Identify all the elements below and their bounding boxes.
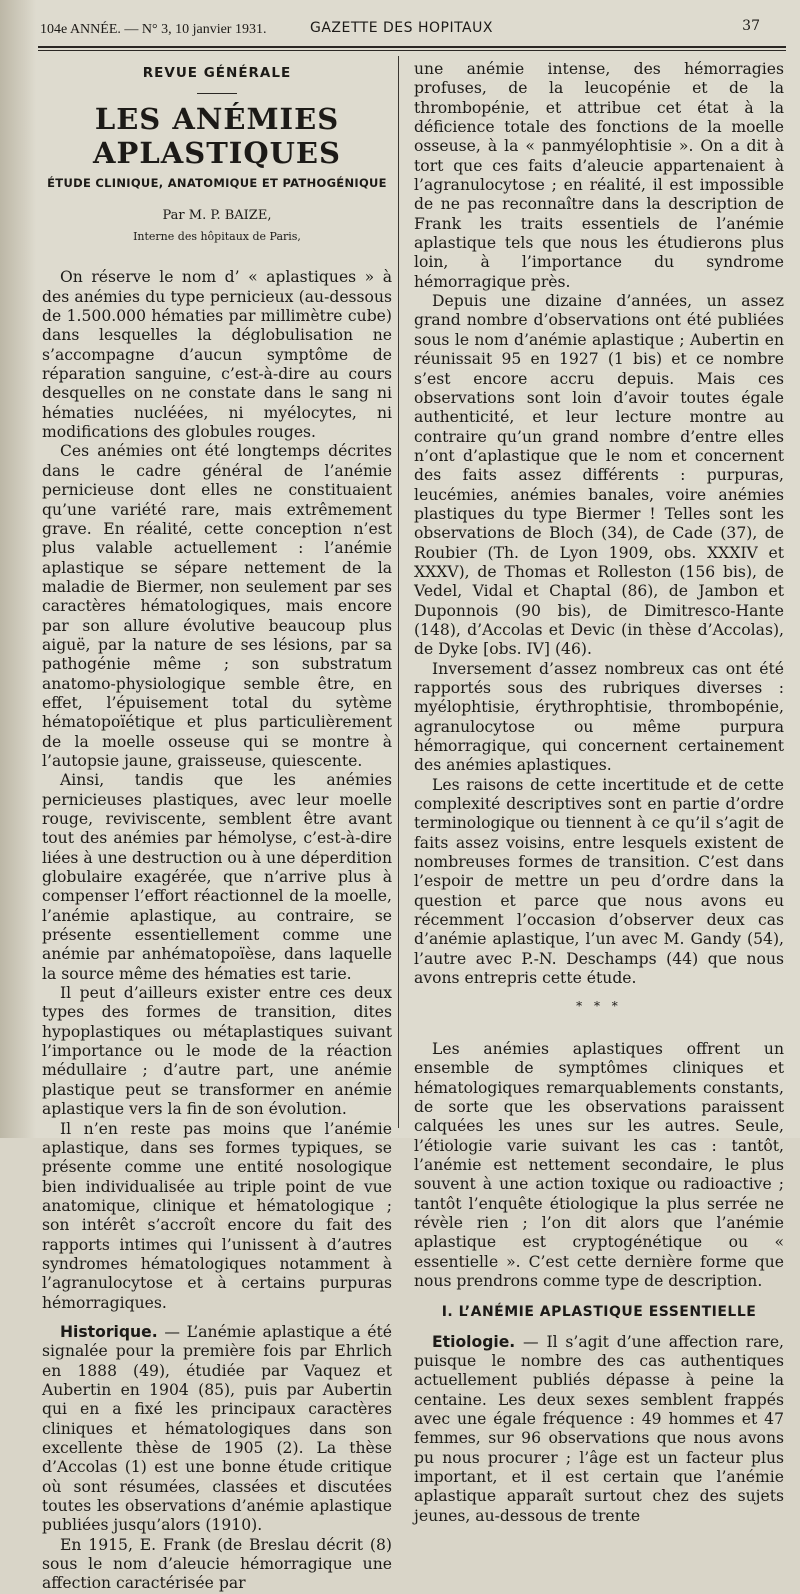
paragraph-historique (42, 1323, 392, 1536)
paragraph: Ces anémies ont été longtemps décrites dans le cadre général de l’anémie pernicieuse dont elles ne constituaient qu’une variété rare, mais extrêmement grave. En réalité, cette conception n’est plus valable actuellement : l’anémie aplastique se sépare nettement de la maladie de Biermer, non seulement par ses caractères hématologiques, mais encore par son allure évolutive beaucoup plus aiguë, par la nature de ses lésions, par sa pathogénie même ; son substratum anatomo-physiologique semble être, en effet, l’épuisement total du sytème hématopoïétique et plus particulièrement de la moelle osseuse qui se montre à l’autopsie jaune, graisseuse, quiescente. (42, 442, 392, 770)
section-ornament: * * * (576, 998, 622, 1013)
article-title: LES ANÉMIES APLASTIQUES (93, 102, 341, 171)
column-divider (398, 56, 399, 1128)
paragraph: Il peut d’ailleurs exister entre ces deux types des formes de transition, dites hypoplastiques ou métaplastiques suivant l’importance ou le mode de la réaction médullaire ; d’autre part, une anémie plastique peut se transformer en anémie aplastique vers la fin de son évolution. (42, 984, 392, 1119)
author-affiliation: Interne des hôpitaux de Paris, (133, 230, 301, 244)
title-rule (197, 93, 237, 94)
header-rule (38, 46, 786, 48)
right-column (414, 60, 784, 1526)
paragraph: Les raisons de cette incertitude et de cette complexité descriptives sont en partie d’ordre terminologique ou tiennent à ce qu’il s’agit de faits assez voisins, entre lesquels existent de nombreuses formes de transition. C’est dans l’espoir de mettre un peu d’ordre dans la question et parce que nous avons eu récemment l’occasion d’observer deux cas d’anémie aplastique, l’un avec M. Gandy (54), l’autre avec P.-N. Deschamps (44) que nous avons entrepris cette étude. (414, 775, 784, 988)
page-number: 37 (742, 18, 760, 34)
paragraph-text: — L’anémie aplastique a été signalée pour la première fois par Ehrlich en 1888 (49), étudiée par Vaquez et Aubertin en 1904 (85), puis par Aubertin qui en a fixé les principaux caractères cliniques et hématologiques dans son excellente thèse de 1905 (2). La thèse d’Accolas (1) est une bonne étude critique où sont résumées, classées et discutées toutes les observations d’anémie aplastique publiées jusqu’alors (1910). (42, 1322, 392, 1535)
paragraph: une anémie intense, des hémorragies profuses, de la leucopénie et de la thrombopénie, et attribue cet état à la déficience totale des fonctions de la moelle osseuse, à la « panmyélophtisie ». On a dit à tort que ces faits d’aleucie appartenaient à l’agranulocytose ; en réalité, il est impossible de ne pas reconnaître dans la description de Frank les traits essentiels de l’anémie aplastique tels que nous les étudierons plus loin, à l’importance du syndrome hémorragique près. (414, 60, 784, 291)
paragraph: Inversement d’assez nombreux cas ont été rapportés sous des rubriques diverses : myélophtisie, érythrophtisie, thrombopénie, agranulocytose ou même purpura hémorragique, qui concernent certainement des anémies aplastiques. (414, 659, 784, 775)
historique-heading: Historique. (60, 1322, 158, 1341)
paragraph: On réserve le nom d’ « aplastiques » à des anémies du type pernicieux (au-dessous de 1.500.000 hématies par millimètre cube) dans lesquelles la déglobulisation ne s’accompagne d’aucun symptôme de réparation sanguine, c’est-à-dire au cours desquelles on ne constate dans le sang ni hématies nucléées, ni myélocytes, ni modifications des globules rouges. (42, 268, 392, 442)
spacer (42, 1313, 392, 1323)
author-byline: Par M. P. BAIZE, (162, 207, 272, 223)
paragraph: Les anémies aplastiques offrent un ensemble de symptômes cliniques et hématologiques remarquablements constants, de sorte que les observations paraissent calquées les unes sur les autres. Seule, l’étiologie varie suivant les cas : tantôt, l’anémie est nettement secondaire, le plus souvent à une action toxique ou radioactive ; tantôt l’enquête étiologique la plus serrée ne révèle rien ; l’on dit alors que l’anémie aplastique est cryptogénétique ou « essentielle ». C’est cette dernière forme que nous prendrons comme type de description. (414, 1039, 784, 1290)
paragraph: Depuis une dizaine d’années, un assez grand nombre d’observations ont été publiées sous le nom d’anémie aplastique ; Aubertin en réunissait 95 en 1927 (1 bis) et ce nombre s’est encore accru depuis. Mais ces observations sont loin d’avoir toutes égale authenticité, et leur lecture montre au contraire qu’un grand nombre d’entre elles n’ont d’aplastique que le nom et concernent des faits assez différents : purpuras, leucémies, anémies banales, voire anémies plastiques du type Biermer ! Telles sont les observations de Bloch (34), de Cade (37), de Roubier (Th. de Lyon 1909, obs. XXXIV et XXXV), de Thomas et Rolleston (156 bis), de Vedel, Vidal et Chaptal (86), de Jambon et Duponnois (90 bis), de Dimitresco-Hante (148), d’Accolas et Devic (in thèse d’Accolas), de Dyke [obs. IV] (46). (414, 292, 784, 659)
paragraph: En 1915, E. Frank (de Breslau décrit (8) sous le nom d’aleucie hémorragique une affection caractérisée par (42, 1535, 392, 1593)
page-header (40, 12, 760, 42)
etiologie-heading: Etiologie. (432, 1332, 516, 1351)
journal-name: GAZETTE DES HOPITAUX (310, 20, 493, 36)
section-heading: I. L’ANÉMIE APLASTIQUE ESSENTIELLE (441, 1304, 757, 1321)
scan-shadow-edge (0, 0, 36, 1138)
section-label: REVUE GÉNÉRALE (142, 65, 292, 81)
paragraph: Il n’en reste pas moins que l’anémie aplastique, dans ses formes typiques, se présente comme une entité nosologique bien individualisée au triple point de vue anatomique, clinique et hématologique ; son intérêt s’accroît encore du fait des rapports intimes qui l’unissent à d’autres syndromes hématologiques notamment à l’agranulocytose et à certains purpuras hémorragiques. (42, 1119, 392, 1312)
issue-info: 104e ANNÉE. — N° 3, 10 janvier 1931. (40, 22, 267, 37)
paragraph-text: — Il s’agit d’une affection rare, puisque le nombre des cas authentiques actuellement publiés dépasse à peine la centaine. Les deux sexes semblent frappés avec une égale fréquence : 49 hommes et 47 femmes, sur 96 observations que nous avons pu nous procurer ; l’âge est un facteur plus important, et il est certain que l’anémie aplastique apparaît surtout chez des sujets jeunes, au-dessous de trente (414, 1332, 784, 1525)
paragraph: Ainsi, tandis que les anémies pernicieuses plastiques, avec leur moelle rouge, reviviscente, semblent être avant tout des anémies par hémolyse, c’est-à-dire liées à une destruction ou à une déperdition globulaire exagérée, que n’arrive plus à compenser l’effort réactionnel de la moelle, l’anémie aplastique, au contraire, se présente essentiellement comme une anémie par anhématopoïèse, dans laquelle la source même des hématies est tarie. (42, 771, 392, 983)
left-column (42, 60, 392, 1594)
article-subtitle: ÉTUDE CLINIQUE, ANATOMIQUE ET PATHOGÉNIQUE (47, 176, 387, 191)
header-rule-thin (38, 50, 786, 51)
paragraph-etiologie (414, 1333, 784, 1526)
